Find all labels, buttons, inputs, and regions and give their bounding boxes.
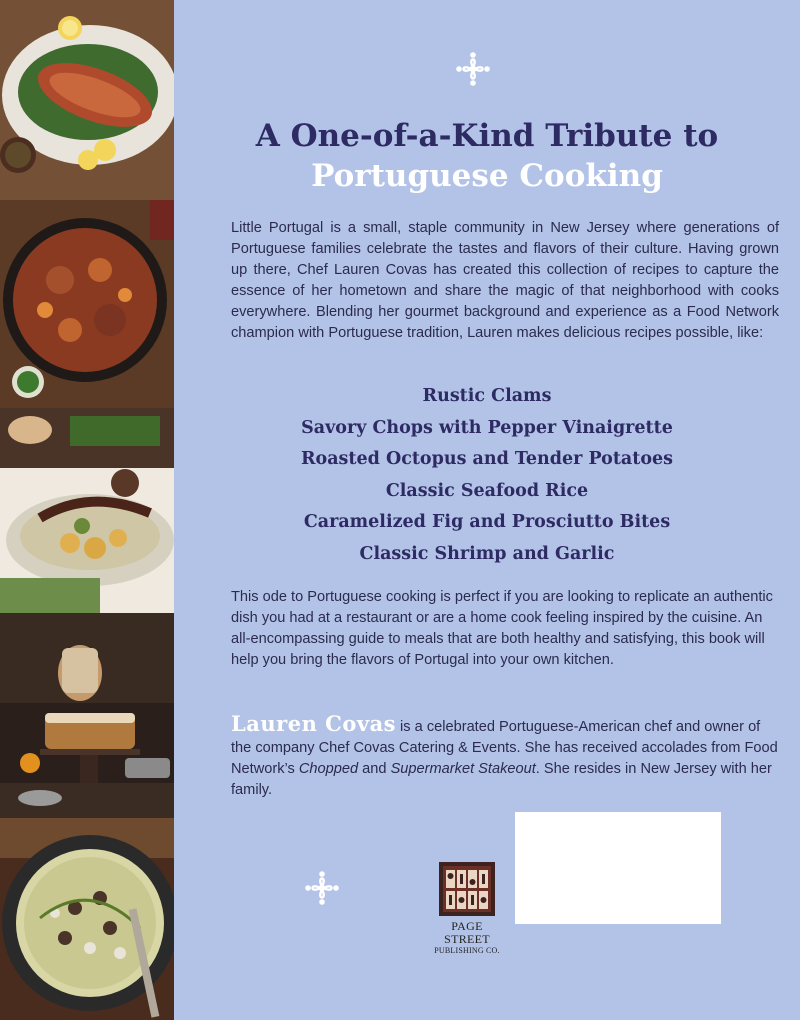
headline-line1: A One-of-a-Kind Tribute to xyxy=(255,118,719,154)
recipe-list xyxy=(174,381,800,570)
page-street-logo-icon xyxy=(437,860,497,918)
intro-paragraph: Little Portugal is a small, staple community in New Jersey where generations of Portuguese families celebrate the tastes and flavors of their culture. Having grown up there, Chef Lauren Covas has created this collection of recipes to capture the essence of her hometown and share the magic of that neighborhood with cooks everywhere. Blending her gourmet background and experience as a Food Network champion with Portuguese tradition, Lauren makes delicious recipes possible, like: xyxy=(231,220,779,341)
outro-paragraph: This ode to Portuguese cooking is perfect if you are looking to replicate an authentic dish you had at a restaurant or are a home cook feeling inspired by the cuisine. An all-encompassing guide to meals that are both healthy and satisfying, this book will help you bring the flavors of Portugal into your own kitchen. xyxy=(231,589,773,668)
recipe-item: Savory Chops with Pepper Vinaigrette xyxy=(301,417,673,438)
recipe-item: Rustic Clams xyxy=(422,386,552,406)
recipe-item: Caramelized Fig and Prosciutto Bites xyxy=(303,512,671,532)
author-name: Lauren Covas xyxy=(231,711,396,736)
show-title-2: Supermarket Stakeout xyxy=(390,761,536,777)
soup-bowl-photo xyxy=(0,818,174,1020)
barcode-area xyxy=(515,812,721,924)
bio-text-part3: . She resides in New Jersey with her family. xyxy=(231,761,772,798)
show-title-1: Chopped xyxy=(298,761,359,777)
publisher-name: PAGE STREET xyxy=(444,919,490,946)
photo-column xyxy=(0,0,174,1020)
publisher-logo xyxy=(431,860,503,956)
quatrefoil-ornament-icon xyxy=(302,868,342,908)
recipe-item: Roasted Octopus and Tender Potatoes xyxy=(301,449,673,469)
octopus-potatoes-photo xyxy=(0,408,174,613)
headline-line2: Portuguese Cooking xyxy=(311,158,663,194)
skillet-stew-photo xyxy=(0,200,174,408)
publisher-subtitle: PUBLISHING CO. xyxy=(434,946,500,955)
bio-text-part1: is a celebrated Portuguese-American chef and owner of the company Chef Covas Catering & Events. She has received accolades from Food Network’s xyxy=(231,719,778,777)
bio-text-part2: and xyxy=(358,761,391,777)
author-bio xyxy=(231,713,779,801)
glazed-cake-photo xyxy=(0,613,174,818)
quatrefoil-ornament-icon xyxy=(453,49,493,89)
whole-fish-photo xyxy=(0,0,174,200)
recipe-item: Classic Shrimp and Garlic xyxy=(359,543,615,564)
back-cover-panel xyxy=(174,0,800,1020)
recipe-item: Classic Seafood Rice xyxy=(385,480,589,501)
